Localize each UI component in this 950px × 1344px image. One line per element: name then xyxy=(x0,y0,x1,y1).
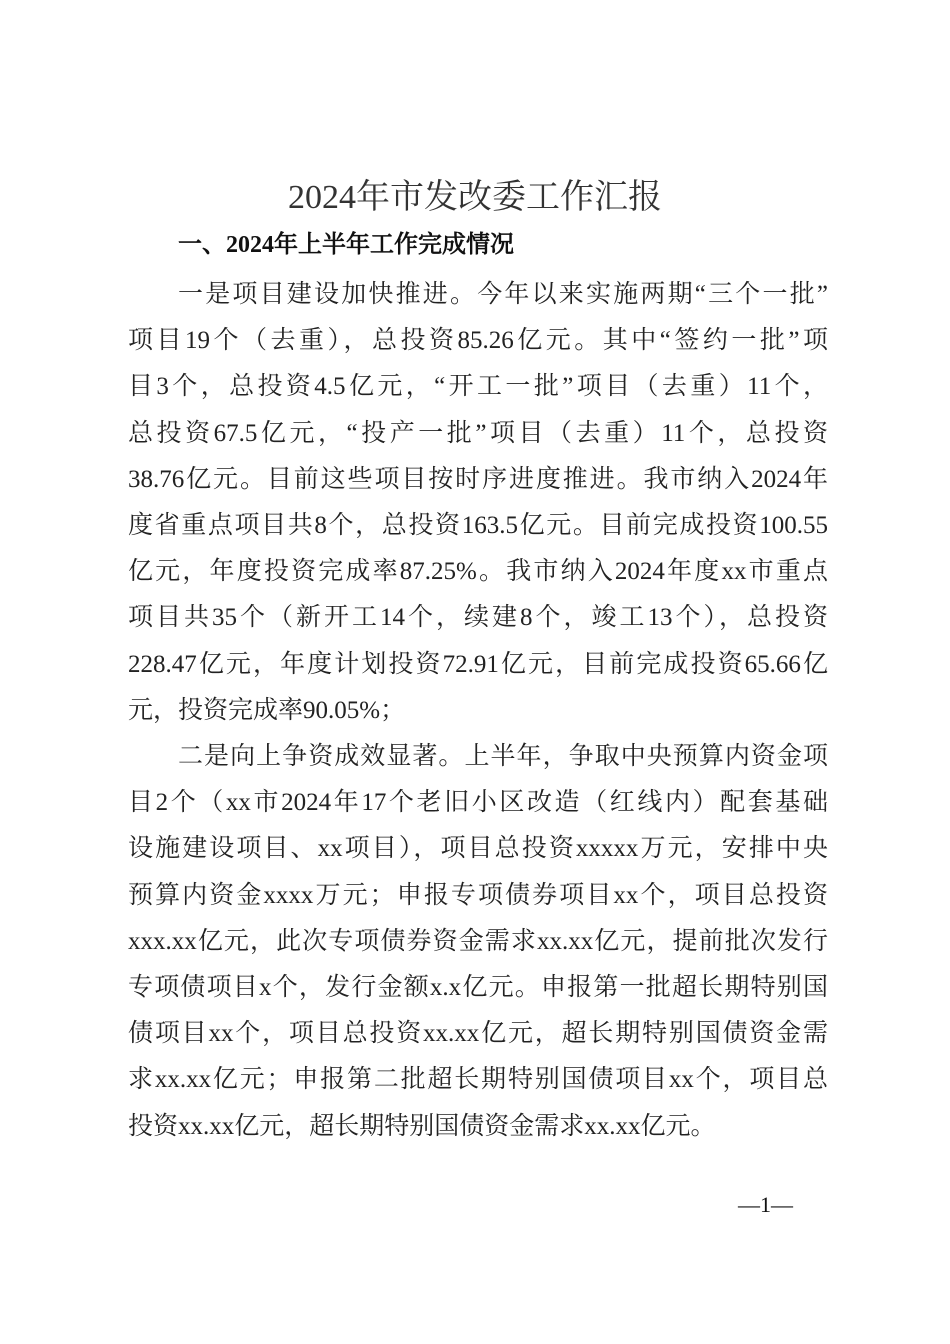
paragraph-line: 一是项目建设加快推进。今年以来实施两期“三个一批” xyxy=(178,281,828,308)
paragraph-funding xyxy=(128,734,828,1150)
paragraph-line: 债项目xx个，项目总投资xx.xx亿元，超长期特别国债资金需 xyxy=(128,1020,828,1048)
paragraph-line: 元，投资完成率90.05%； xyxy=(128,696,406,724)
paragraph-line: 38.76亿元。目前这些项目按时序进度推进。我市纳入2024年 xyxy=(128,465,828,493)
paragraph-line: 项目共35个（新开工14个，续建8个，竣工13个），总投资 xyxy=(128,604,828,632)
paragraph-line: 228.47亿元，年度计划投资72.91亿元，目前完成投资65.66亿 xyxy=(128,650,828,678)
paragraph-project-construction xyxy=(128,272,828,734)
paragraph-line: 求xx.xx亿元；申报第二批超长期特别国债项目xx个，项目总 xyxy=(128,1066,828,1094)
paragraph-line: 设施建设项目、xx项目），项目总投资xxxxx万元，安排中央 xyxy=(128,835,828,863)
paragraph-line: 项目19个（去重），总投资85.26亿元。其中“签约一批”项 xyxy=(128,327,828,355)
paragraph-line: 目2个（xx市2024年17个老旧小区改造（红线内）配套基础 xyxy=(128,789,828,817)
paragraph-line: 投资xx.xx亿元，超长期特别国债资金需求xx.xx亿元。 xyxy=(128,1112,716,1140)
paragraph-line: 二是向上争资成效显著。上半年，争取中央预算内资金项 xyxy=(178,743,828,770)
paragraph-line: 目3个，总投资4.5亿元，“开工一批”项目（去重）11个， xyxy=(128,373,828,401)
paragraph-line: 预算内资金xxxx万元；申报专项债券项目xx个，项目总投资 xyxy=(128,881,828,909)
paragraph-line: 度省重点项目共8个，总投资163.5亿元。目前完成投资100.55 xyxy=(128,511,828,539)
paragraph-line: 专项债项目x个，发行金额x.x亿元。申报第一批超长期特别国 xyxy=(128,973,828,1001)
paragraph-line: 亿元，年度投资完成率87.25%。我市纳入2024年度xx市重点 xyxy=(128,558,828,586)
paragraph-line: 总投资67.5亿元，“投产一批”项目（去重）11个，总投资 xyxy=(128,419,828,447)
page-number: —1— xyxy=(738,1192,793,1217)
document-title: 2024年市发改委工作汇报 xyxy=(288,179,662,216)
paragraph-line: xxx.xx亿元，此次专项债券资金需求xx.xx亿元，提前批次发行 xyxy=(128,927,828,955)
section-heading: 一、2024年上半年工作完成情况 xyxy=(178,232,514,258)
